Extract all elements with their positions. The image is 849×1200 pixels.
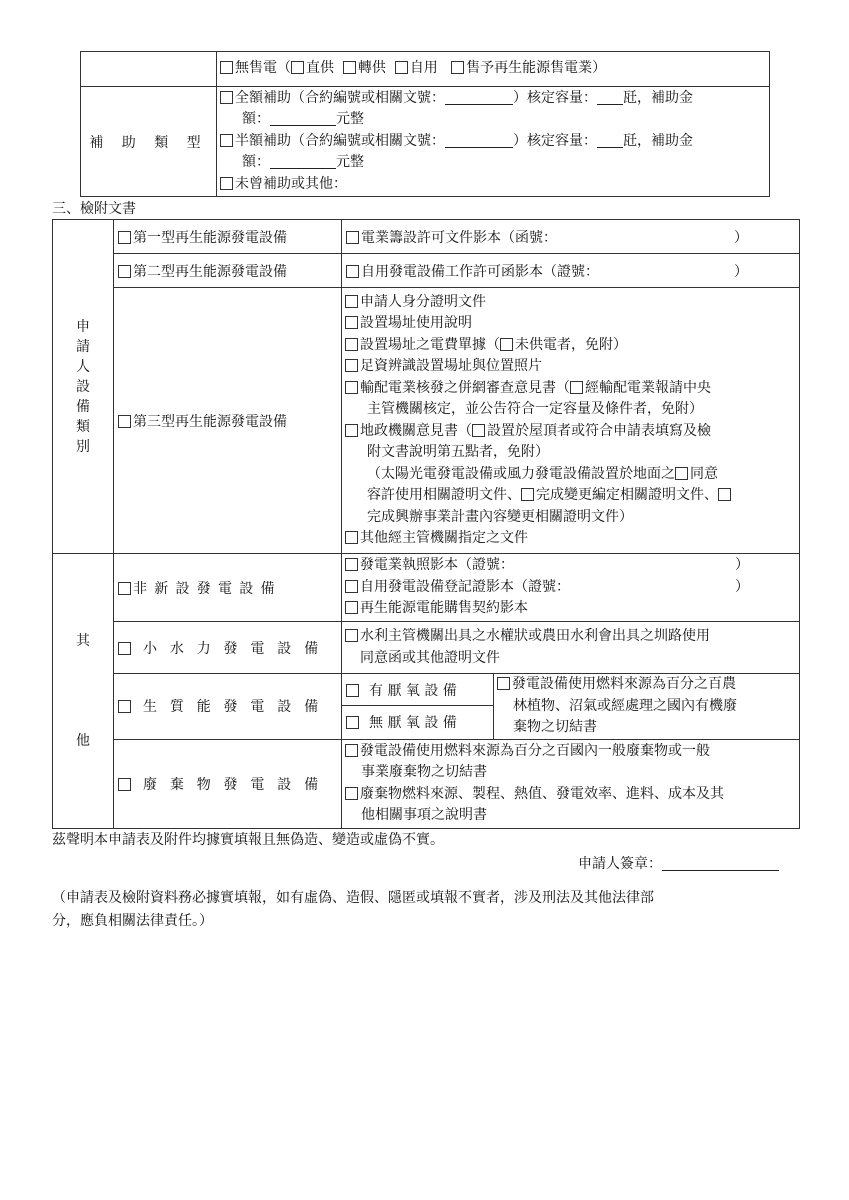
empty-label-cell [81, 52, 217, 87]
type3-checkbox[interactable] [118, 415, 131, 428]
non-new-docs-cell [342, 554, 800, 622]
type1-doc-close: ） [734, 229, 748, 246]
ground-solar-label: （太陽光電發電設備或風力發電設備設置於地面之 [367, 465, 675, 482]
waste-fuel-checkbox[interactable] [345, 744, 358, 757]
grid-exempt-label: 經輸配電業報請中央 [585, 379, 711, 396]
hydro-cell [114, 622, 342, 674]
sell-to-re-checkbox[interactable] [451, 61, 464, 74]
half-amount-field[interactable] [270, 154, 336, 169]
type1-doc-checkbox[interactable] [346, 231, 359, 244]
ppa-copy-checkbox[interactable] [345, 601, 358, 614]
type1-checkbox[interactable] [118, 231, 131, 244]
no-power-supply-checkbox[interactable] [500, 338, 513, 351]
anaerobic-label: 有 厭 氧 設 備 [369, 682, 457, 699]
yuan-label: 元整 [336, 111, 364, 128]
direct-supply-checkbox[interactable] [291, 61, 304, 74]
non-new-cell [114, 554, 342, 622]
type2-doc-checkbox[interactable] [346, 265, 359, 278]
waste-label: 廢 棄 物 發 電 設 備 [143, 776, 323, 793]
biomass-fuel-label: 發電設備使用燃料來源為百分之百農 [512, 676, 736, 692]
biomass-docs-cell [494, 674, 800, 740]
project-change-label: 完成興辦事業計畫內容變更相關證明文件） [367, 508, 633, 525]
no-sale-label: 無售電（ [235, 60, 291, 77]
half-subsidy-checkbox[interactable] [220, 134, 233, 147]
power-sale-cell [217, 52, 770, 87]
footnote-line-1: （申請表及檢附資料務必據實填報，如有虛偽、造假、隱匿或填報不實者，涉及刑法及其他法律部 [52, 890, 654, 906]
id-doc-checkbox[interactable] [345, 295, 358, 308]
no-power-supply-label: 未供電者，免附） [515, 336, 627, 353]
applicant-equipment-category-label: 申 請 人 設 備 類 別 [53, 220, 114, 554]
no-sale-checkbox[interactable] [220, 61, 233, 74]
grid-exempt-checkbox[interactable] [570, 381, 583, 394]
rooftop-exempt-label: 設置於屋頂者或符合申請表填寫及檢 [487, 422, 711, 439]
signature-row [578, 853, 779, 873]
permit-use-checkbox[interactable] [675, 467, 688, 480]
land-office-label: 地政機關意見書（ [360, 422, 472, 439]
type3-cell [114, 288, 342, 554]
permit-use-label: 同意 [690, 465, 718, 482]
site-photo-checkbox[interactable] [345, 359, 358, 372]
biomass-fuel-label-cont: 林植物、沼氣或經處理之國內有機廢 [513, 697, 737, 714]
anaerobic-checkbox[interactable] [346, 684, 359, 697]
wheeling-label: 轉供 [357, 60, 386, 77]
other-designated-label: 其他經主管機關指定之文件 [360, 530, 528, 546]
direct-supply-label: 直供 [306, 60, 334, 77]
license-copy-checkbox[interactable] [345, 558, 358, 571]
electric-bill-checkbox[interactable] [345, 338, 358, 351]
type2-checkbox[interactable] [118, 265, 131, 278]
rooftop-exempt-label-cont: 附文書說明第五點者，免附） [367, 444, 549, 460]
signature-field[interactable] [662, 856, 779, 871]
grid-exempt-label-cont: 主管機關核定，並公告符合一定容量及條件者，免附） [367, 401, 703, 417]
waste-docs-cell [342, 739, 800, 828]
waste-checkbox[interactable] [118, 778, 131, 791]
type1-doc-cell [342, 220, 800, 254]
rooftop-exempt-checkbox[interactable] [472, 424, 485, 437]
biomass-checkbox[interactable] [118, 700, 131, 713]
footnote-line-2: 分，應負相關法律責任。） [52, 913, 213, 929]
type2-cell [114, 254, 342, 288]
type1-cell [114, 220, 342, 254]
amount-label: 額： [242, 154, 270, 171]
type2-label: 第二型再生能源發電設備 [133, 263, 287, 280]
type2-doc-label: 自用發電設備工作許可函影本（證號： [361, 263, 599, 280]
type3-label: 第三型再生能源發電設備 [133, 413, 287, 430]
half-amount-label: 瓩，補助金 [623, 132, 693, 149]
project-change-checkbox[interactable] [718, 488, 731, 501]
biomass-fuel-checkbox[interactable] [497, 677, 510, 690]
water-right-checkbox[interactable] [345, 629, 358, 642]
section-3-title: 三、檢附文書 [52, 201, 136, 217]
anaerobic-cell [342, 674, 494, 706]
half-capacity-field[interactable] [597, 133, 623, 148]
hydro-checkbox[interactable] [118, 642, 131, 655]
never-subsidy-label: 未曾補助或其他： [235, 175, 347, 192]
full-subsidy-label: 全額補助（合約編號或相關文號： [235, 89, 445, 106]
id-doc-label: 申請人身分證明文件 [360, 293, 486, 310]
registration-copy-checkbox[interactable] [345, 580, 358, 593]
amount-label: 額： [242, 111, 270, 128]
license-copy-label: 發電業執照影本（證號： [360, 557, 514, 574]
half-contract-no-field[interactable] [445, 133, 513, 148]
no-anaerobic-checkbox[interactable] [346, 716, 359, 729]
license-close: ） [735, 557, 749, 574]
full-capacity-label: ）核定容量： [513, 89, 597, 106]
waste-process-checkbox[interactable] [345, 787, 358, 800]
never-subsidy-checkbox[interactable] [220, 177, 233, 190]
ppa-copy-label: 再生能源電能購售契約影本 [360, 600, 528, 617]
subsidy-type-label: 補 助 類 型 [81, 87, 217, 197]
full-contract-no-field[interactable] [445, 90, 513, 105]
biomass-fuel-label-end: 棄物之切結書 [513, 719, 597, 735]
electric-bill-label: 設置場址之電費單據（ [360, 336, 500, 353]
declaration-text: 茲聲明本申請表及附件均據實填報且無偽造、變造或虛偽不實。 [52, 832, 444, 848]
full-amount-field[interactable] [270, 111, 336, 126]
other-category-label: 其 他 [53, 554, 114, 829]
self-use-label: 自用 [409, 60, 438, 77]
waste-fuel-label: 發電設備使用燃料來源為百分之百國內一般廢棄物或一般 [360, 742, 710, 759]
full-amount-label: 瓩，補助金 [623, 89, 693, 106]
hydro-docs-cell [342, 622, 800, 674]
water-right-label-cont: 同意函或其他證明文件 [360, 649, 500, 666]
site-use-checkbox[interactable] [345, 316, 358, 329]
self-use-checkbox[interactable] [395, 61, 408, 74]
site-use-label: 設置場址使用說明 [360, 315, 472, 331]
attachments-table [52, 219, 800, 829]
zoning-change-checkbox[interactable] [521, 488, 534, 501]
subsidy-options-cell [217, 87, 770, 197]
registration-close: ） [735, 578, 749, 595]
type1-label: 第一型再生能源發電設備 [133, 229, 287, 246]
zoning-change-label: 完成變更編定相關證明文件、 [536, 487, 718, 503]
wheeling-checkbox[interactable] [343, 61, 356, 74]
other-designated-checkbox[interactable] [345, 531, 358, 544]
type2-doc-close: ） [734, 263, 748, 280]
water-right-label: 水利主管機關出具之水權狀或農田水利會出具之圳路使用 [360, 628, 710, 644]
waste-process-label-cont: 他相關事項之說明書 [361, 807, 487, 823]
half-capacity-label: ）核定容量： [513, 132, 597, 149]
subsidy-table [80, 51, 770, 197]
no-anaerobic-label: 無 厭 氧 設 備 [369, 715, 457, 732]
no-anaerobic-cell [342, 706, 494, 739]
type3-docs-cell [342, 288, 800, 554]
waste-process-label: 廢棄物燃料來源、製程、熱值、發電效率、進料、成本及其 [360, 785, 724, 802]
hydro-label: 小 水 力 發 電 設 備 [143, 640, 323, 657]
biomass-label: 生 質 能 發 電 設 備 [143, 699, 323, 716]
non-new-label: 非 新 設 發 電 設 備 [133, 580, 276, 597]
biomass-cell [114, 674, 342, 740]
half-subsidy-label: 半額補助（合約編號或相關文號： [235, 132, 445, 149]
type2-doc-cell [342, 254, 800, 288]
permit-use-label-cont: 容許使用相關證明文件、 [367, 487, 521, 503]
full-subsidy-checkbox[interactable] [220, 91, 233, 104]
full-capacity-field[interactable] [597, 90, 623, 105]
land-office-checkbox[interactable] [345, 424, 358, 437]
type1-doc-label: 電業籌設許可文件影本（函號： [361, 229, 557, 246]
grid-review-checkbox[interactable] [345, 381, 358, 394]
sell-to-re-label: 售予再生能源售電業） [466, 60, 607, 77]
site-photo-label: 足資辨識設置場址與位置照片 [360, 358, 542, 374]
signature-label: 申請人簽章： [578, 856, 662, 872]
registration-copy-label: 自用發電設備登記證影本（證號： [360, 578, 570, 595]
non-new-checkbox[interactable] [118, 582, 131, 595]
waste-cell [114, 739, 342, 828]
grid-review-label: 輸配電業核發之併網審查意見書（ [360, 379, 570, 396]
yuan-label: 元整 [336, 154, 364, 171]
waste-fuel-label-cont: 事業廢棄物之切結書 [361, 764, 487, 780]
